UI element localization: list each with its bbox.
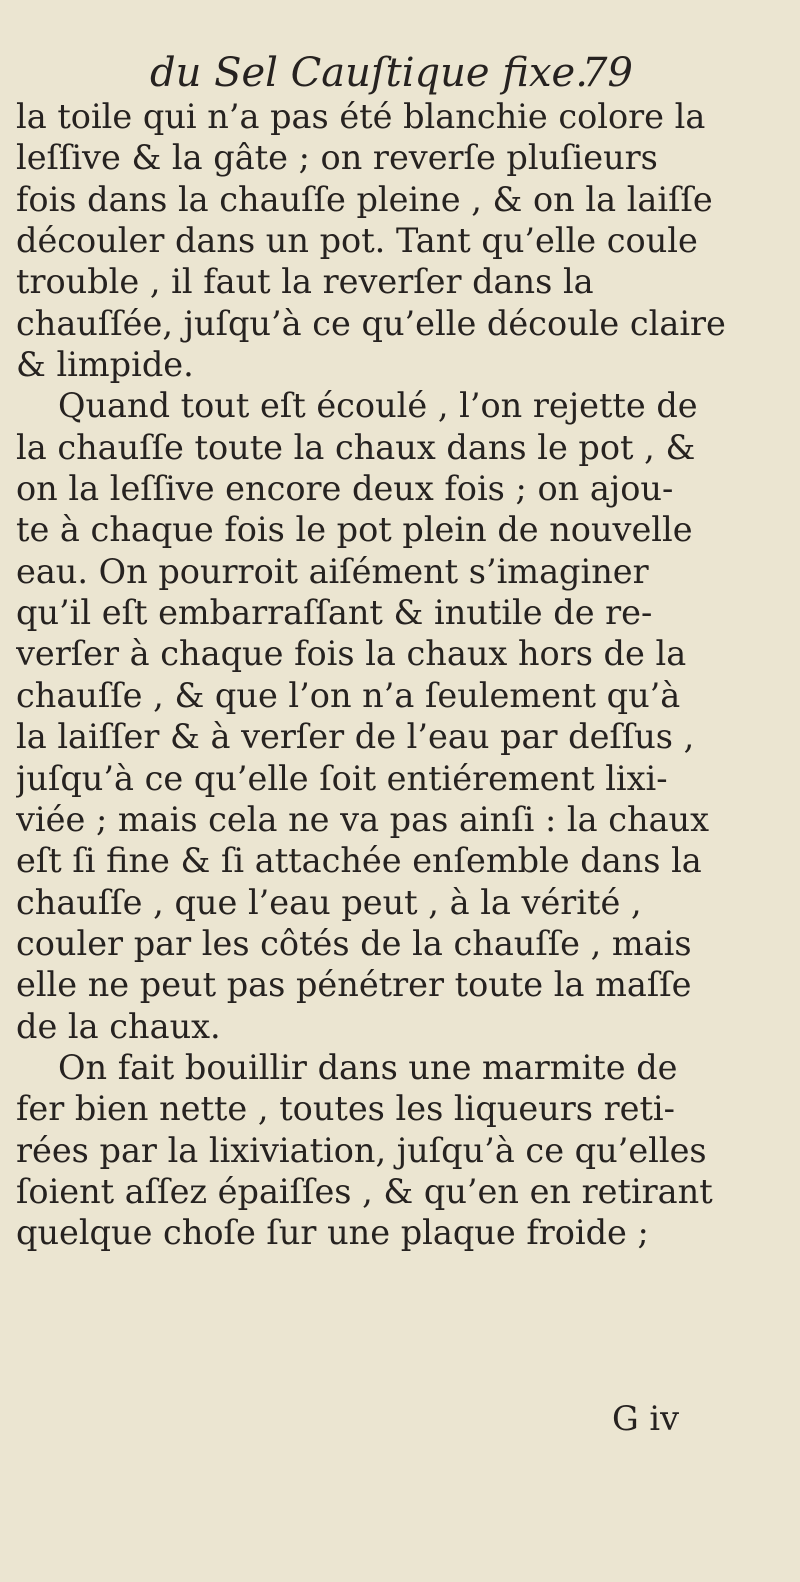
text-line: la chauſſe toute la chaux dans le pot , &: [16, 427, 696, 467]
text-line: chauſſée, juſqu’à ce qu’elle découle claire: [16, 303, 726, 343]
text-line: viée ; mais cela ne va pas ainſi : la chaux: [16, 799, 710, 839]
text-line: de la chaux.: [16, 1006, 221, 1046]
text-line: leſſive & la gâte ; on reverſe pluſieurs: [16, 138, 658, 178]
text-line: juſqu’à ce qu’elle ſoit entiérement lixi-: [16, 758, 668, 798]
text-line: verſer à chaque fois la chaux hors de la: [16, 634, 687, 674]
text-line: la laiſſer & à verſer de l’eau par deſſus ,: [16, 717, 695, 757]
text-line: fois dans la chauſſe pleine , & on la laiſſe: [16, 179, 713, 219]
page-header: [150, 46, 633, 100]
text-line: & limpide.: [16, 345, 194, 385]
text-line: eau. On pourroit aiſément s’imaginer: [16, 551, 649, 591]
text-line: la toile qui n’a pas été blanchie colore la: [16, 97, 706, 136]
text-line: trouble , il faut la reverſer dans la: [16, 262, 594, 302]
paragraph-start-line: Quand tout eſt écoulé , l’on rejette de: [58, 386, 698, 426]
text-line: elle ne peut pas pénétrer toute la maſſe: [16, 965, 692, 1005]
text-line: fer bien nette , toutes les liqueurs reti-: [16, 1089, 675, 1129]
text-line: quelque choſe ſur une plaque froide ;: [16, 1213, 649, 1253]
text-line: eſt ſi fine & ſi attachée enſemble dans la: [16, 841, 702, 881]
page-body: [16, 96, 776, 1254]
text-line: couler par les côtés de la chauſſe , mais: [16, 923, 692, 963]
text-line: qu’il eſt embarraſſant & inutile de re-: [16, 593, 653, 633]
text-line: te à chaque fois le pot plein de nouvelle: [16, 510, 693, 550]
text-line: ſoient aſſez épaiſſes , & qu’en en retirant: [16, 1171, 713, 1211]
text-line: rées par la lixiviation, juſqu’à ce qu’elles: [16, 1130, 707, 1170]
running-title: du Sel Cauſtique fixe.: [150, 50, 588, 96]
text-line: chauſſe , que l’eau peut , à la vérité ,: [16, 882, 642, 922]
text-line: chauſſe , & que l’on n’a ſeulement qu’à: [16, 675, 681, 715]
paragraph-start-line: On fait bouillir dans une marmite de: [58, 1047, 678, 1087]
text-line: on la leſſive encore deux fois ; on ajou-: [16, 469, 674, 509]
signature-mark: G iv: [612, 1399, 680, 1438]
text-line: découler dans un pot. Tant qu’elle coule: [16, 221, 698, 261]
page-number: 79: [582, 50, 633, 96]
